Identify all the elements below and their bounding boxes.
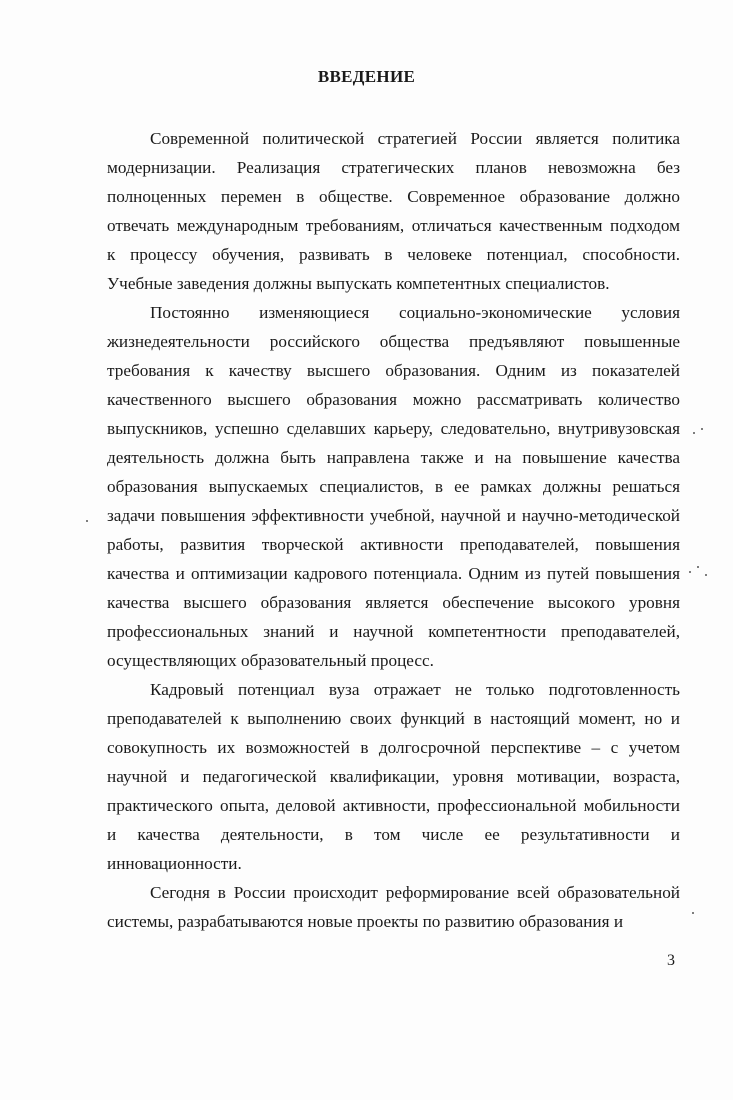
page-title: ВВЕДЕНИЕ [317, 67, 416, 86]
scan-speck [705, 574, 707, 576]
paragraph [107, 124, 680, 298]
text-line: требования к качеству высшего образования. Одним из показателей [107, 361, 680, 380]
text-line: деятельность должна быть направлена также и на повышение качества [107, 448, 680, 467]
text-line: полноценных перемен в обществе. Современное образование должно [107, 187, 680, 206]
text-line: Кадровый потенциал вуза отражает не только подготовленность [150, 680, 680, 699]
text-line: совокупность их возможностей в долгосрочной перспективе – с учетом [107, 738, 680, 757]
paragraph [107, 878, 680, 936]
text-line: отвечать международным требованиям, отличаться качественным подходом [107, 216, 680, 235]
text-line: жизнедеятельности российского общества предъявляют повышенные [107, 332, 680, 351]
text-line: преподавателей к выполнению своих функций в настоящий момент, но и [107, 709, 680, 728]
text-line: системы, разрабатываются новые проекты по развитию образования и [107, 912, 624, 931]
text-line: к процессу обучения, развивать в человеке потенциал, способности. [107, 245, 680, 264]
scan-speck [693, 432, 695, 434]
text-line: и качества деятельности, в том числе ее результативности и [107, 825, 680, 844]
text-line: Современной политической стратегией России является политика [150, 129, 680, 148]
paragraph [107, 298, 680, 675]
text-line: качества и оптимизации кадрового потенциала. Одним из путей повышения [107, 564, 680, 583]
text-line: выпускников, успешно сделавших карьеру, следовательно, внутривузовская [107, 419, 680, 438]
text-line: качественного высшего образования можно рассматривать количество [107, 390, 680, 409]
text-line: работы, развития творческой активности преподавателей, повышения [107, 535, 680, 554]
scan-speck [86, 520, 88, 522]
text-line: задачи повышения эффективности учебной, научной и научно-методической [107, 506, 680, 525]
page-number: 3 [667, 952, 675, 969]
text-line: модернизации. Реализация стратегических планов невозможна без [107, 158, 680, 177]
scan-speck [697, 566, 699, 568]
paragraph [107, 675, 680, 878]
scan-speck [701, 428, 703, 430]
scan-speck [689, 571, 691, 573]
text-line: научной и педагогической квалификации, уровня мотивации, возраста, [107, 767, 680, 786]
text-line: Сегодня в России происходит реформирование всей образовательной [150, 883, 680, 902]
text-line: инновационности. [107, 854, 242, 873]
scan-speck [692, 912, 694, 914]
text-line: качества высшего образования является обеспечение высокого уровня [107, 593, 680, 612]
text-line: практического опыта, деловой активности, профессиональной мобильности [107, 796, 680, 815]
text-line: профессиональных знаний и научной компетентности преподавателей, [107, 622, 680, 641]
text-line: образования выпускаемых специалистов, в ее рамках должны решаться [107, 477, 680, 496]
text-line: Учебные заведения должны выпускать компетентных специалистов. [107, 274, 610, 293]
body-text [107, 124, 680, 936]
text-line: осуществляющих образовательный процесс. [107, 651, 434, 670]
text-line: Постоянно изменяющиеся социально-экономические условия [150, 303, 680, 322]
